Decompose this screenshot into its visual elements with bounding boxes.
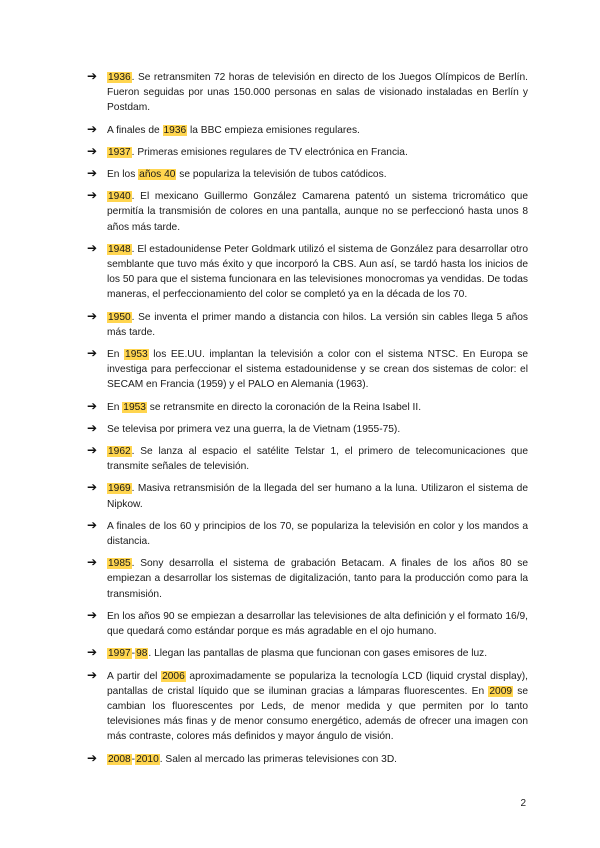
year-highlight: 2006 [162, 670, 185, 682]
arrow-right-icon: ➔ [87, 443, 98, 458]
list-item: ➔ En 1953 se retransmite en directo la coronación de la Reina Isabel II. [87, 398, 422, 413]
list-item: ➔ 1969. Masiva retransmisión de la llegada del ser humano a la luna. Utilizaron el sistema de Nipkow. [87, 480, 528, 510]
year-highlight: 2009 [489, 685, 513, 697]
year-highlight: 1997 [108, 648, 131, 660]
list-item: ➔ 2008-2010. Salen al mercado las primeras televisiones con 3D. [87, 750, 398, 765]
arrow-right-icon: ➔ [87, 420, 98, 435]
arrow-right-icon: ➔ [87, 121, 98, 136]
arrow-right-icon: ➔ [87, 750, 98, 765]
year-highlight: 98 [136, 648, 148, 660]
arrow-right-icon: ➔ [87, 69, 98, 83]
year-highlight: 1937 [108, 146, 131, 158]
year-highlight: 1953 [123, 401, 146, 413]
arrow-right-icon: ➔ [87, 607, 98, 622]
year-highlight: 2010 [136, 753, 159, 765]
year-highlight: 1969 [108, 483, 131, 495]
arrow-right-icon: ➔ [87, 480, 98, 495]
year-highlight: 1936 [108, 72, 131, 83]
year-highlight: 1940 [108, 191, 131, 203]
list-item: ➔ A finales de 1936 la BBC empieza emisiones regulares. [87, 121, 360, 136]
year-highlight: 1950 [108, 311, 131, 323]
list-item: ➔ 1936. Se retransmiten 72 horas de televisión en directo de los Juegos Olímpicos de Berlín. Fueron seguidas por unas 150.000 personas en salas de visionado instaladas en Berlín y Postdam. [87, 69, 528, 114]
page-number: 2 [520, 798, 526, 809]
list-item: ➔ Se televisa por primera vez una guerra, la de Vietnam (1955-75). [87, 420, 401, 435]
year-highlight: 1985 [108, 558, 131, 570]
list-item: ➔ En los años 40 se populariza la televisión de tubos catódicos. [87, 166, 387, 181]
arrow-right-icon: ➔ [87, 143, 98, 158]
arrow-right-icon: ➔ [87, 188, 98, 203]
arrow-right-icon: ➔ [87, 240, 98, 255]
list-item: ➔ A partir del 2006 aproximadamente se populariza la tecnología LCD (liquid crystal display), pantallas de cristal líquido que se iluminan gracias a lámparas fluorescentes. En 2009 se cambian los fluorescentes por Leds, de menor medida y que permiten por lo tanto televisiones más finas y de menor consumo energético, además de ofrecer una imagen con más contraste, colores más definidos y mayor ángulo de visión. [87, 667, 529, 743]
year-highlight: 1962 [108, 446, 131, 458]
arrow-right-icon: ➔ [87, 398, 98, 413]
list-item: ➔ 1948. El estadounidense Peter Goldmark utilizó el sistema de González para desarrollar otro semblante que tuvo más éxito y que incorporó la CBS. Aun así, se tardó hasta los inicios de los 50 para que el sistema funcionara en las televisiones monocromas ya vendidas. De todas maneras, el perfeccionamiento del color se completó ya en la década de los 70. [87, 240, 528, 301]
list-item: ➔ En los años 90 se empiezan a desarrollar las televisiones de alta definición y el formato 16/9, que quedará como estándar porque es más agradable en el ojo humano. [87, 607, 528, 638]
year-highlight: años 40 [139, 169, 176, 181]
list-item: ➔ 1985. Sony desarrolla el sistema de grabación Betacam. A finales de los años 80 se empiezan a desarrollar los sistemas de digitalización, tanto para la producción como para la transmisión. [87, 555, 528, 600]
arrow-right-icon: ➔ [87, 346, 98, 361]
arrow-right-icon: ➔ [87, 517, 98, 532]
list-item: ➔ A finales de los 60 y principios de los 70, se populariza la televisión en color y los mandos a distancia. [87, 517, 528, 548]
list-item: ➔ 1950. Se inventa el primer mando a distancia con hilos. La versión sin cables llega 5 años más tarde. [87, 308, 528, 338]
arrow-right-icon: ➔ [87, 555, 98, 570]
year-highlight: 2008 [108, 753, 131, 765]
arrow-right-icon: ➔ [87, 667, 98, 682]
list-item: ➔ En 1953 los EE.UU. implantan la televisión a color con el sistema NTSC. En Europa se investiga para perfeccionar el sistema estadounidense y se crean dos sistemas de color: el SECAM en Francia (1959) y el PALO en Alemania (1963). [87, 346, 528, 391]
year-highlight: 1953 [125, 349, 148, 361]
list-item: ➔ 1962. Se lanza al espacio el satélite Telstar 1, el primero de telecomunicaciones que transmite señales de televisión. [87, 443, 528, 473]
arrow-right-icon: ➔ [87, 166, 98, 181]
list-item: ➔ 1997-98. Llegan las pantallas de plasma que funcionan con gases emisores de luz. [87, 645, 488, 660]
arrow-right-icon: ➔ [87, 645, 98, 660]
list-item: ➔ 1940. El mexicano Guillermo González Camarena patentó un sistema tricromático que permitía la transmisión de colores en una pantalla, aunque no se perfeccionó hasta unos 8 años más tarde. [87, 188, 528, 233]
list-item: ➔ 1937. Primeras emisiones regulares de TV electrónica en Francia. [87, 143, 408, 158]
arrow-right-icon: ➔ [87, 308, 98, 323]
year-highlight: 1936 [163, 124, 187, 136]
year-highlight: 1948 [108, 243, 131, 255]
timeline-list [87, 70, 528, 774]
